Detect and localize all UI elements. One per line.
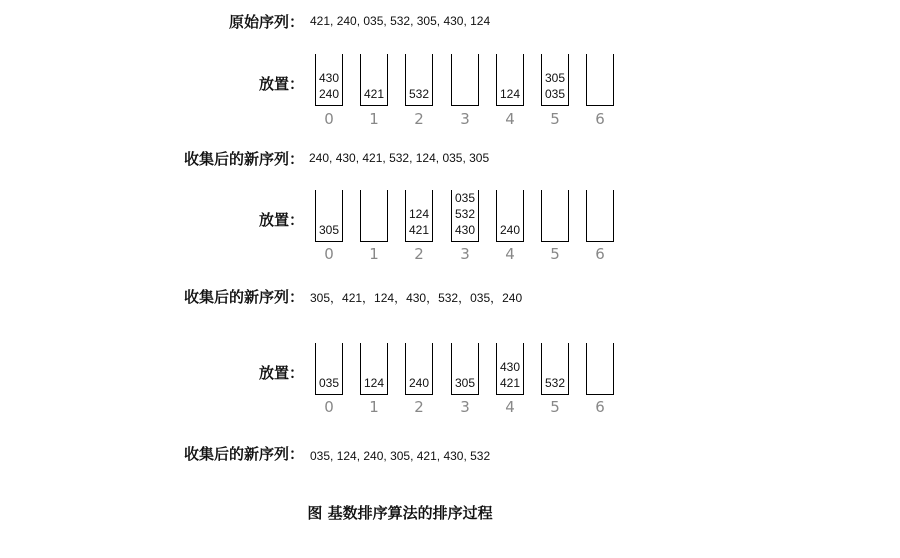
bucket-items [316,70,342,102]
bucket-index: 3 [460,110,470,128]
bucket-item: 035 [318,376,340,390]
bucket-item: 240 [499,223,521,237]
pass-3-collected-label: 收集后的新序列： [183,445,304,463]
bucket-3 [451,54,479,106]
bucket-item: 532 [454,207,476,221]
bucket-0 [315,190,343,242]
bucket-index: 5 [550,110,560,128]
bucket-item: 035 [454,191,476,205]
bucket-index: 2 [414,110,424,128]
bucket-0 [315,343,343,395]
bucket-index: 3 [460,245,470,263]
bucket-item: 421 [363,87,385,101]
bucket-items [542,375,568,391]
bucket-items [361,86,387,102]
bucket-1 [360,343,388,395]
bucket-index: 5 [550,245,560,263]
bucket-items [316,375,342,391]
bucket-4 [496,54,524,106]
bucket-items [406,375,432,391]
pass-3-collected-value: 035, 124, 240, 305, 421, 430, 532 [310,449,491,463]
pass-2-placement-label: 放置： [258,211,304,229]
bucket-0 [315,54,343,106]
bucket-3 [451,190,479,242]
bucket-items [406,206,432,238]
bucket-item: 035 [544,87,566,101]
bucket-item: 532 [408,87,430,101]
bucket-index: 2 [414,245,424,263]
bucket-index: 4 [505,110,515,128]
bucket-item: 305 [454,376,476,390]
bucket-1 [360,190,388,242]
bucket-index: 1 [369,245,379,263]
bucket-2 [405,190,433,242]
bucket-item: 305 [318,223,340,237]
bucket-items [497,222,523,238]
bucket-item: 430 [318,71,340,85]
bucket-index: 0 [324,110,334,128]
bucket-index: 2 [414,398,424,416]
pass-1-collected-value: 240, 430, 421, 532, 124, 035, 305 [309,151,490,165]
bucket-index: 6 [595,398,605,416]
bucket-item: 421 [408,223,430,237]
bucket-index: 1 [369,398,379,416]
bucket-item: 124 [408,207,430,221]
bucket-index: 4 [505,245,515,263]
original-sequence-value: 421, 240, 035, 532, 305, 430, 124 [310,14,491,28]
bucket-item: 532 [544,376,566,390]
bucket-items [542,70,568,102]
bucket-item: 430 [499,360,521,374]
bucket-6 [586,54,614,106]
bucket-index: 5 [550,398,560,416]
bucket-2 [405,54,433,106]
pass-1-collected-label: 收集后的新序列： [183,150,304,168]
bucket-5 [541,343,569,395]
bucket-6 [586,343,614,395]
bucket-5 [541,190,569,242]
bucket-items [361,375,387,391]
bucket-items [316,222,342,238]
bucket-4 [496,190,524,242]
bucket-item: 124 [363,376,385,390]
bucket-item: 430 [454,223,476,237]
bucket-item: 240 [318,87,340,101]
bucket-items [452,190,478,238]
bucket-item: 124 [499,87,521,101]
original-sequence-label: 原始序列： [228,13,304,31]
bucket-2 [405,343,433,395]
figure-caption: 图 基数排序算法的排序过程 [307,504,493,522]
pass-3-placement-label: 放置： [258,364,304,382]
bucket-item: 305 [544,71,566,85]
pass-2-collected-label: 收集后的新序列： [183,288,304,306]
bucket-item: 421 [499,376,521,390]
bucket-4 [496,343,524,395]
bucket-index: 6 [595,245,605,263]
pass-2-collected-value: 305，421，124，430，532，035，240 [310,291,523,305]
bucket-index: 0 [324,398,334,416]
bucket-item: 240 [408,376,430,390]
bucket-index: 3 [460,398,470,416]
bucket-index: 0 [324,245,334,263]
bucket-index: 1 [369,110,379,128]
bucket-items [497,86,523,102]
pass-1-placement-label: 放置： [258,75,304,93]
bucket-3 [451,343,479,395]
bucket-index: 6 [595,110,605,128]
bucket-index: 4 [505,398,515,416]
bucket-6 [586,190,614,242]
bucket-items [452,375,478,391]
bucket-items [497,359,523,391]
bucket-items [406,86,432,102]
bucket-1 [360,54,388,106]
bucket-5 [541,54,569,106]
